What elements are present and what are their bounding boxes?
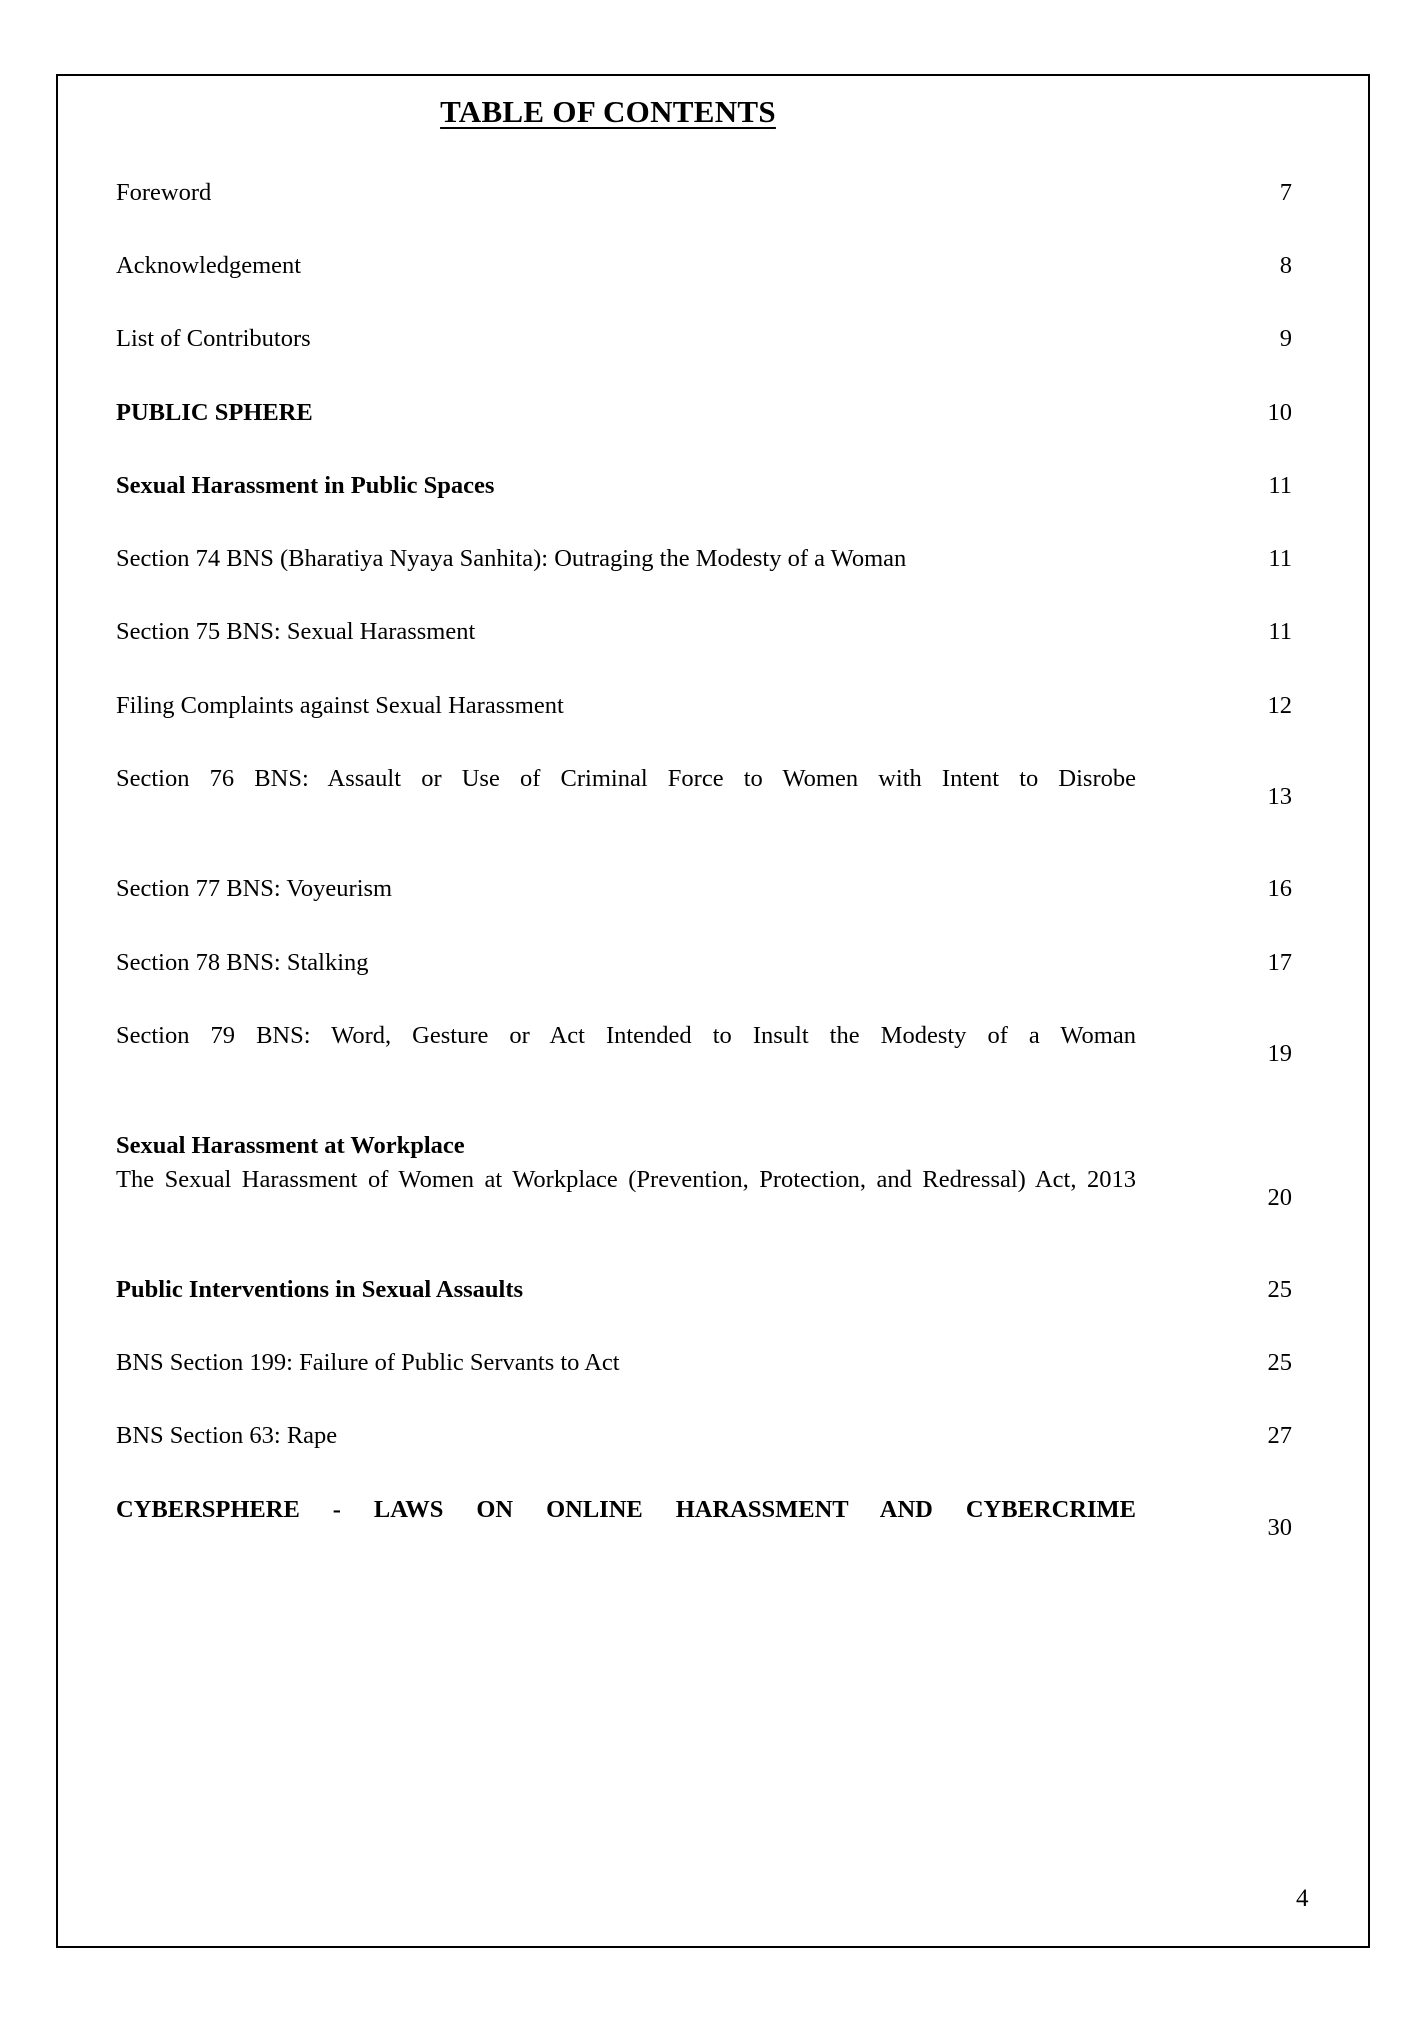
- toc-entry[interactable]: [116, 247, 1314, 284]
- toc-entry-label: The Sexual Harassment of Women at Workplace (Prevention, Protection, and Redressal) Act, 2013: [116, 1165, 1136, 1193]
- toc-entry-label: Section 79 BNS: Word, Gesture or Act Intended to Insult the Modesty of a Woman: [116, 1021, 1136, 1049]
- toc-entry-page-number: 11: [1268, 471, 1292, 499]
- toc-entry-label: Foreword: [116, 179, 212, 206]
- page-title: [98, 88, 1118, 130]
- toc-entry-page-number: 30: [1267, 1514, 1292, 1542]
- toc-entry-label: CYBERSPHERE - LAWS ON ONLINE HARASSMENT AND CYBERCRIME: [116, 1495, 1136, 1523]
- toc-entry-label: BNS Section 199: Failure of Public Servants to Act: [116, 1349, 620, 1377]
- toc-entry-label: Acknowledgement: [116, 252, 302, 280]
- toc-entry-page-number: 19: [1267, 1040, 1292, 1068]
- toc-entry-label: Section 76 BNS: Assault or Use of Criminal Force to Women with Intent to Disrobe: [116, 764, 1136, 792]
- toc-entry-page-number: 11: [1268, 618, 1292, 646]
- toc-subheading: Sexual Harassment at Workplace: [116, 1132, 465, 1160]
- toc-entry-label: PUBLIC SPHERE: [116, 398, 313, 426]
- toc-entry-label: Sexual Harassment in Public Spaces: [116, 471, 495, 499]
- toc-entry[interactable]: [116, 1491, 1314, 1565]
- toc-entry-page-number: 25: [1267, 1275, 1292, 1303]
- toc-entry-page-number: 13: [1267, 783, 1292, 811]
- toc-entry-page-number: 11: [1268, 545, 1292, 573]
- toc-entry-label: BNS Section 63: Rape: [116, 1422, 338, 1450]
- toc-entry[interactable]: [116, 467, 1314, 504]
- page-content: [116, 88, 1314, 1601]
- toc-entry-label: Filing Complaints against Sexual Harassment: [116, 691, 564, 719]
- toc-entry[interactable]: [116, 1017, 1314, 1091]
- toc-entry[interactable]: [116, 1161, 1314, 1235]
- toc-entry-page-number: 25: [1267, 1349, 1292, 1377]
- toc-entry-page-number: 17: [1267, 948, 1292, 976]
- toc-entry[interactable]: [116, 540, 1314, 577]
- toc-entry[interactable]: [116, 394, 1314, 431]
- toc-entry[interactable]: [116, 1271, 1314, 1308]
- toc-entry-label: Section 77 BNS: Voyeurism: [116, 875, 393, 903]
- toc-entry-page-number: 10: [1267, 398, 1292, 426]
- toc-entry[interactable]: [116, 944, 1314, 981]
- toc-entry[interactable]: [116, 613, 1314, 650]
- toc-entry[interactable]: [116, 760, 1314, 834]
- toc-entry[interactable]: [116, 687, 1314, 724]
- toc-entry-page-number: 20: [1267, 1184, 1292, 1212]
- footer-page-number: 4: [1296, 1885, 1309, 1912]
- toc-entry-label: Section 75 BNS: Sexual Harassment: [116, 618, 476, 646]
- toc-entry-label: Public Interventions in Sexual Assaults: [116, 1275, 524, 1303]
- toc-entry-page-number: 8: [1279, 252, 1292, 280]
- toc-entry[interactable]: [116, 174, 1314, 211]
- page-title-text: TABLE OF CONTENTS: [440, 94, 776, 129]
- toc-entry-page-number: 9: [1279, 325, 1292, 353]
- toc-entry-page-number: 12: [1267, 691, 1292, 719]
- toc-entry-label: Section 78 BNS: Stalking: [116, 948, 369, 976]
- toc-entry-label: Section 74 BNS (Bharatiya Nyaya Sanhita): Outraging the Modesty of a Woman: [116, 545, 907, 573]
- toc-entry[interactable]: [116, 1417, 1314, 1454]
- toc-entry[interactable]: [116, 870, 1314, 907]
- toc-entry-page-number: 27: [1267, 1422, 1292, 1450]
- toc-entry[interactable]: [116, 1344, 1314, 1381]
- toc-entry[interactable]: [116, 320, 1314, 357]
- toc-entry-page-number: 16: [1267, 875, 1292, 903]
- toc-entry-page-number: 7: [1279, 179, 1292, 206]
- table-of-contents-list: [116, 174, 1314, 1565]
- toc-entry-label: List of Contributors: [116, 325, 311, 353]
